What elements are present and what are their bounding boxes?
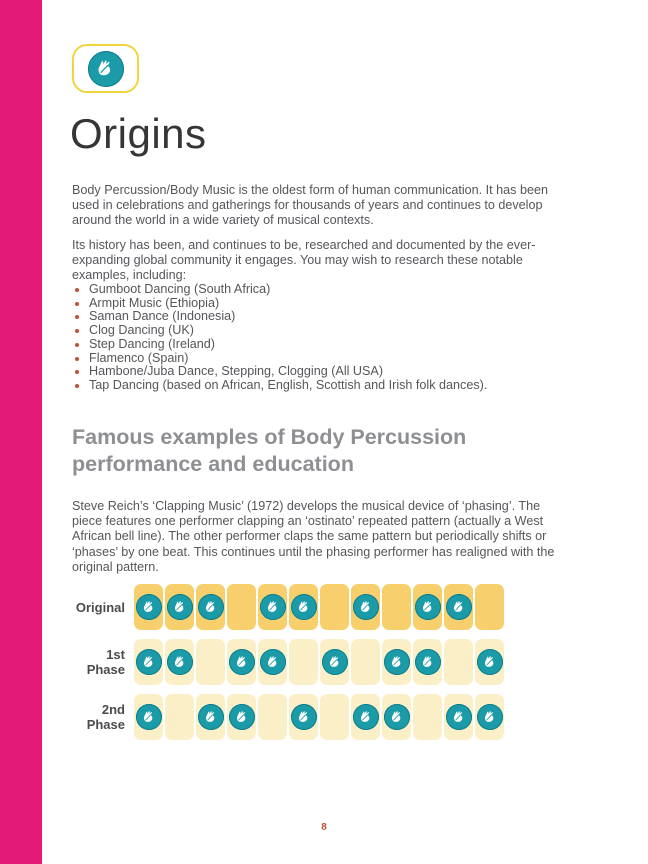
clapping-hands-icon <box>384 649 410 675</box>
clapping-hands-icon <box>260 649 286 675</box>
clapping-hands-icon <box>136 649 162 675</box>
beat-cell-clap <box>134 639 163 685</box>
beat-cell-clap <box>413 639 442 685</box>
beat-cell-clap <box>258 639 287 685</box>
pattern-row-label: 1st Phase <box>86 647 125 677</box>
clapping-hands-icon <box>353 594 379 620</box>
beat-cell-clap <box>351 584 380 630</box>
pattern-row-label: 2nd Phase <box>86 702 125 732</box>
clapping-hands-icon <box>291 594 317 620</box>
clapping-hands-icon <box>477 649 503 675</box>
section-heading: Famous examples of Body Percussion performance and education <box>72 425 467 476</box>
page-number: 8 <box>321 822 327 833</box>
chapter-icon-badge <box>72 44 139 93</box>
pattern-row-label: Original <box>75 599 125 615</box>
intro-paragraph-2: Its history has been, and continues to be, researched and documented by the ever-expanding global community it engages. You may wish to research these notable examples, including: <box>72 238 536 283</box>
list-item: Flamenco (Spain) <box>74 352 544 366</box>
clapping-hands-icon <box>229 704 255 730</box>
beat-cell-clap <box>196 694 225 740</box>
beat-cell-rest <box>289 639 318 685</box>
beat-cell-rest <box>382 584 411 630</box>
beat-cell-clap <box>134 694 163 740</box>
beat-cell-rest <box>351 639 380 685</box>
beat-cell-rest <box>196 639 225 685</box>
list-item: Step Dancing (Ireland) <box>74 338 544 352</box>
clapping-hands-icon <box>384 704 410 730</box>
clapping-grid <box>72 584 512 749</box>
list-item: Tap Dancing (based on African, English, Scottish and Irish folk dances). <box>74 379 544 393</box>
beat-cell-clap <box>134 584 163 630</box>
clapping-hands-icon <box>291 704 317 730</box>
section-paragraph: Steve Reich’s ‘Clapping Music’ (1972) develops the musical device of ‘phasing’. The piece features one performer clapping an ‘ostinato’ repeated pattern (actually a West African bell line). The other performer claps the same pattern but periodically shifts or ‘phases’ by one beat. This continues until the phasing performer has realigned with the original pattern. <box>72 499 555 574</box>
examples-list <box>74 283 544 393</box>
beat-cell-clap <box>413 584 442 630</box>
beat-cell-rest <box>444 639 473 685</box>
beat-cell-clap <box>289 584 318 630</box>
pattern-row <box>72 584 512 630</box>
beat-cell-rest <box>258 694 287 740</box>
beat-cell-rest <box>475 584 504 630</box>
clapping-hands-icon <box>167 594 193 620</box>
clapping-hands-icon <box>136 594 162 620</box>
list-item: Hambone/Juba Dance, Stepping, Clogging (All USA) <box>74 365 544 379</box>
list-item: Clog Dancing (UK) <box>74 324 544 338</box>
beat-cell-clap <box>320 639 349 685</box>
clapping-hands-icon <box>260 594 286 620</box>
clapping-hands-icon <box>477 704 503 730</box>
beat-cell-clap <box>227 694 256 740</box>
beat-cell-rest <box>320 584 349 630</box>
beat-cell-clap <box>444 694 473 740</box>
page-edge-accent <box>0 0 42 864</box>
clapping-hands-icon <box>415 649 441 675</box>
pattern-row-cells <box>134 694 504 740</box>
beat-cell-clap <box>382 694 411 740</box>
clapping-hands-icon <box>88 51 124 87</box>
clapping-hands-icon <box>198 704 224 730</box>
clapping-hands-icon <box>322 649 348 675</box>
beat-cell-rest <box>413 694 442 740</box>
beat-cell-clap <box>475 639 504 685</box>
page-title: Origins <box>70 110 207 157</box>
beat-cell-rest <box>227 584 256 630</box>
pattern-row <box>72 639 512 685</box>
beat-cell-clap <box>196 584 225 630</box>
intro-paragraph-1: Body Percussion/Body Music is the oldest form of human communication. It has been used in celebrations and gatherings for thousands of years and continues to develop around the world in a wide variety of musical contexts. <box>72 183 548 228</box>
pattern-row-cells <box>134 584 504 630</box>
beat-cell-clap <box>382 639 411 685</box>
beat-cell-rest <box>320 694 349 740</box>
beat-cell-rest <box>165 694 194 740</box>
clapping-hands-icon <box>136 704 162 730</box>
beat-cell-clap <box>165 639 194 685</box>
clapping-hands-icon <box>353 704 379 730</box>
clapping-hands-icon <box>446 704 472 730</box>
clapping-hands-icon <box>167 649 193 675</box>
beat-cell-clap <box>351 694 380 740</box>
pattern-row <box>72 694 512 740</box>
beat-cell-clap <box>289 694 318 740</box>
list-item: Saman Dance (Indonesia) <box>74 310 544 324</box>
clapping-hands-icon <box>198 594 224 620</box>
beat-cell-clap <box>475 694 504 740</box>
list-item: Gumboot Dancing (South Africa) <box>74 283 544 297</box>
beat-cell-clap <box>227 639 256 685</box>
beat-cell-clap <box>165 584 194 630</box>
pattern-row-cells <box>134 639 504 685</box>
clapping-hands-icon <box>229 649 255 675</box>
beat-cell-clap <box>258 584 287 630</box>
clapping-hands-icon <box>415 594 441 620</box>
list-item: Armpit Music (Ethiopia) <box>74 297 544 311</box>
beat-cell-clap <box>444 584 473 630</box>
clapping-hands-icon <box>446 594 472 620</box>
